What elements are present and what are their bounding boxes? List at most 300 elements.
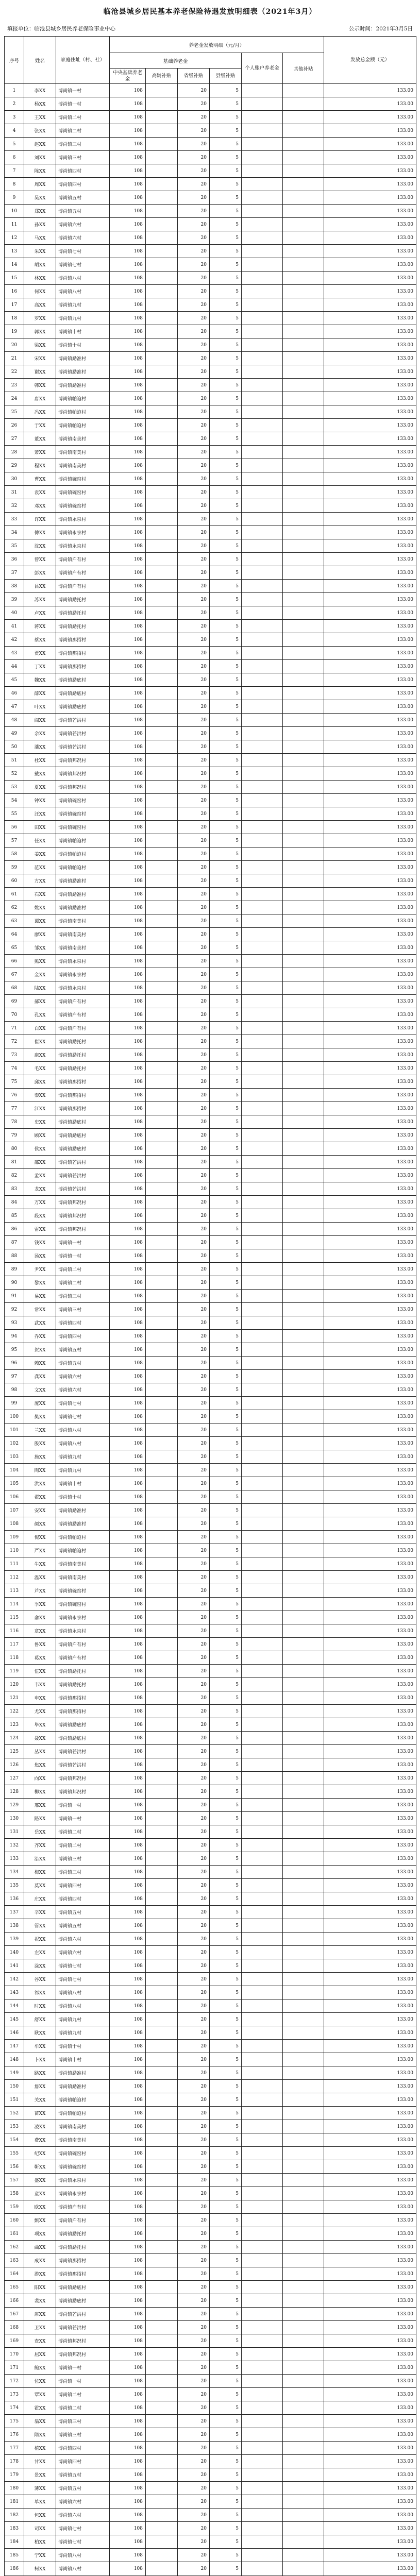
cell-other <box>283 1410 324 1423</box>
table-row <box>5 2482 416 2495</box>
cell-seq: 47 <box>5 700 24 714</box>
cell-total: 133.00 <box>324 164 416 178</box>
cell-county: 5 <box>210 1156 242 1169</box>
cell-county: 5 <box>210 2147 242 2160</box>
cell-address: 博尚镇八村 <box>56 1423 110 1437</box>
cell-central: 108 <box>110 580 146 593</box>
cell-central: 108 <box>110 1008 146 1022</box>
cell-central: 108 <box>110 1825 146 1839</box>
cell-county: 5 <box>210 258 242 272</box>
table-row <box>5 1370 416 1383</box>
cell-total: 133.00 <box>324 1115 416 1129</box>
cell-name: 戴XX <box>24 767 56 781</box>
cell-age-bonus <box>146 1357 178 1370</box>
cell-seq: 120 <box>5 1678 24 1691</box>
cell-personal <box>242 1624 283 1638</box>
cell-total: 133.00 <box>324 379 416 392</box>
cell-seq: 99 <box>5 1397 24 1410</box>
cell-central: 108 <box>110 955 146 968</box>
cell-other <box>283 2013 324 2026</box>
cell-seq: 142 <box>5 1973 24 1986</box>
cell-central: 108 <box>110 1718 146 1732</box>
cell-address: 博尚镇二村 <box>56 1263 110 1276</box>
cell-total: 133.00 <box>324 740 416 754</box>
cell-seq: 63 <box>5 914 24 928</box>
cell-county: 5 <box>210 1276 242 1290</box>
cell-total: 133.00 <box>324 1571 416 1584</box>
cell-name: 景XX <box>24 2468 56 2482</box>
cell-seq: 46 <box>5 687 24 700</box>
cell-central: 108 <box>110 539 146 553</box>
cell-county: 5 <box>210 2187 242 2200</box>
cell-age-bonus <box>146 888 178 901</box>
cell-county: 5 <box>210 807 242 821</box>
cell-county: 5 <box>210 352 242 365</box>
table-row <box>5 459 416 472</box>
cell-other <box>283 1665 324 1678</box>
cell-name: 牟XX <box>24 2040 56 2053</box>
table-row <box>5 298 416 312</box>
cell-provincial: 20 <box>178 740 210 754</box>
table-row <box>5 1209 416 1223</box>
cell-provincial: 20 <box>178 1517 210 1531</box>
cell-personal <box>242 2227 283 2241</box>
cell-other <box>283 566 324 580</box>
cell-other <box>283 2535 324 2549</box>
cell-personal <box>242 2080 283 2093</box>
cell-other <box>283 914 324 928</box>
cell-provincial: 20 <box>178 981 210 995</box>
cell-name: 韩XX <box>24 379 56 392</box>
cell-county: 5 <box>210 714 242 727</box>
cell-central: 108 <box>110 1062 146 1075</box>
cell-name: 郑XX <box>24 205 56 218</box>
cell-other <box>283 486 324 499</box>
cell-seq: 27 <box>5 432 24 446</box>
cell-personal <box>242 1276 283 1290</box>
cell-name: 萧XX <box>24 446 56 459</box>
cell-age-bonus <box>146 1490 178 1504</box>
table-row <box>5 874 416 888</box>
cell-central: 108 <box>110 2160 146 2174</box>
cell-address: 博尚镇二村 <box>56 1825 110 1839</box>
cell-name: 盛XX <box>24 2174 56 2187</box>
cell-name: 莫XX <box>24 1879 56 1892</box>
cell-other <box>283 2093 324 2107</box>
cell-name: 邹XX <box>24 941 56 955</box>
cell-provincial: 20 <box>178 1999 210 2013</box>
cell-central: 108 <box>110 1986 146 1999</box>
cell-provincial: 20 <box>178 861 210 874</box>
cell-address: 博尚镇四村 <box>56 2442 110 2455</box>
cell-total: 133.00 <box>324 1879 416 1892</box>
cell-seq: 4 <box>5 124 24 138</box>
cell-county: 5 <box>210 1866 242 1879</box>
cell-other <box>283 1933 324 1946</box>
cell-central: 108 <box>110 2080 146 2093</box>
cell-age-bonus <box>146 1075 178 1089</box>
cell-address: 博尚镇帕迫村 <box>56 419 110 432</box>
cell-total: 133.00 <box>324 2401 416 2415</box>
table-row <box>5 218 416 231</box>
cell-age-bonus <box>146 1799 178 1812</box>
cell-address: 博尚镇勐底村 <box>56 700 110 714</box>
cell-personal <box>242 660 283 673</box>
table-row <box>5 2200 416 2214</box>
cell-personal <box>242 285 283 298</box>
cell-age-bonus <box>146 834 178 848</box>
cell-county: 5 <box>210 1008 242 1022</box>
table-row <box>5 2107 416 2120</box>
cell-total: 133.00 <box>324 111 416 124</box>
table-row <box>5 1075 416 1089</box>
cell-provincial: 20 <box>178 1544 210 1557</box>
cell-county: 5 <box>210 2509 242 2522</box>
cell-address: 博尚镇勐底村 <box>56 1129 110 1142</box>
cell-name: 武XX <box>24 1316 56 1330</box>
cell-age-bonus <box>146 472 178 486</box>
cell-age-bonus <box>146 2522 178 2535</box>
cell-total: 133.00 <box>324 901 416 914</box>
cell-county: 5 <box>210 834 242 848</box>
cell-provincial: 20 <box>178 1557 210 1571</box>
cell-personal <box>242 995 283 1008</box>
cell-central: 108 <box>110 218 146 231</box>
cell-other <box>283 111 324 124</box>
cell-provincial: 20 <box>178 2308 210 2321</box>
cell-provincial: 20 <box>178 513 210 526</box>
cell-personal <box>242 1959 283 1973</box>
cell-seq: 42 <box>5 633 24 647</box>
cell-age-bonus <box>146 419 178 432</box>
cell-seq: 181 <box>5 2495 24 2509</box>
cell-address: 博尚镇三村 <box>56 151 110 164</box>
table-row <box>5 1531 416 1544</box>
table-row <box>5 1182 416 1196</box>
cell-total: 133.00 <box>324 258 416 272</box>
cell-personal <box>242 1557 283 1571</box>
cell-provincial: 20 <box>178 714 210 727</box>
cell-county: 5 <box>210 1611 242 1624</box>
cell-county: 5 <box>210 2428 242 2442</box>
cell-central: 108 <box>110 2294 146 2308</box>
cell-address: 博尚镇永泉村 <box>56 1611 110 1624</box>
cell-age-bonus <box>146 1102 178 1115</box>
cell-seq: 56 <box>5 821 24 834</box>
cell-name: 庄XX <box>24 1892 56 1906</box>
cell-central: 108 <box>110 272 146 285</box>
cell-other <box>283 995 324 1008</box>
cell-age-bonus <box>146 606 178 620</box>
cell-personal <box>242 1062 283 1075</box>
cell-central: 108 <box>110 834 146 848</box>
cell-total: 133.00 <box>324 1343 416 1357</box>
cell-seq: 84 <box>5 1196 24 1209</box>
cell-county: 5 <box>210 660 242 673</box>
table-row <box>5 2254 416 2267</box>
cell-address: 博尚镇那招村 <box>56 647 110 660</box>
cell-other <box>283 861 324 874</box>
cell-provincial: 20 <box>178 1732 210 1745</box>
table-row <box>5 834 416 848</box>
cell-address: 博尚镇帕迫村 <box>56 834 110 848</box>
cell-central: 108 <box>110 2040 146 2053</box>
cell-age-bonus <box>146 1946 178 1959</box>
cell-name: 任XX <box>24 834 56 848</box>
cell-county: 5 <box>210 1303 242 1316</box>
cell-address: 博尚镇七村 <box>56 245 110 258</box>
cell-personal <box>242 2522 283 2535</box>
cell-address: 博尚镇三村 <box>56 1290 110 1303</box>
cell-total: 133.00 <box>324 2535 416 2549</box>
cell-county: 5 <box>210 1223 242 1236</box>
cell-total: 133.00 <box>324 1732 416 1745</box>
cell-other <box>283 593 324 606</box>
cell-provincial: 20 <box>178 1745 210 1758</box>
cell-total: 133.00 <box>324 2120 416 2133</box>
cell-central: 108 <box>110 941 146 955</box>
cell-age-bonus <box>146 1290 178 1303</box>
cell-other <box>283 1892 324 1906</box>
cell-personal <box>242 1906 283 1919</box>
cell-personal <box>242 111 283 124</box>
cell-other <box>283 1276 324 1290</box>
cell-county: 5 <box>210 111 242 124</box>
table-row <box>5 2160 416 2174</box>
cell-personal <box>242 2468 283 2482</box>
cell-address: 博尚镇碗窑村 <box>56 821 110 834</box>
cell-central: 108 <box>110 981 146 995</box>
cell-seq: 175 <box>5 2415 24 2428</box>
cell-other <box>283 2334 324 2348</box>
cell-personal <box>242 2375 283 2388</box>
cell-address: 博尚镇碗窑村 <box>56 486 110 499</box>
cell-county: 5 <box>210 1035 242 1048</box>
cell-other <box>283 874 324 888</box>
cell-provincial: 20 <box>178 2495 210 2509</box>
cell-personal <box>242 178 283 191</box>
cell-name: 梁XX <box>24 338 56 352</box>
cell-provincial: 20 <box>178 928 210 941</box>
cell-personal <box>242 1678 283 1691</box>
cell-address: 博尚镇一村 <box>56 2375 110 2388</box>
cell-seq: 116 <box>5 1624 24 1638</box>
cell-personal <box>242 754 283 767</box>
cell-address: 博尚镇六村 <box>56 231 110 245</box>
cell-provincial: 20 <box>178 1799 210 1812</box>
cell-age-bonus <box>146 995 178 1008</box>
cell-county: 5 <box>210 446 242 459</box>
table-row <box>5 2361 416 2375</box>
cell-total: 133.00 <box>324 1182 416 1196</box>
cell-address: 博尚镇永泉村 <box>56 2174 110 2187</box>
cell-seq: 98 <box>5 1383 24 1397</box>
cell-personal <box>242 714 283 727</box>
cell-county: 5 <box>210 754 242 767</box>
cell-address: 博尚镇勐底村 <box>56 1718 110 1732</box>
cell-total: 133.00 <box>324 955 416 968</box>
cell-personal <box>242 593 283 606</box>
cell-central: 108 <box>110 2468 146 2482</box>
cell-name: 费XX <box>24 2133 56 2147</box>
cell-name: 左XX <box>24 1946 56 1959</box>
cell-address: 博尚镇那招村 <box>56 660 110 673</box>
cell-total: 133.00 <box>324 553 416 566</box>
cell-provincial: 20 <box>178 660 210 673</box>
cell-personal <box>242 2321 283 2334</box>
cell-seq: 20 <box>5 338 24 352</box>
cell-age-bonus <box>146 2267 178 2281</box>
cell-other <box>283 432 324 446</box>
cell-name: 万XX <box>24 1196 56 1209</box>
cell-address: 博尚镇勐底村 <box>56 1115 110 1129</box>
cell-central: 108 <box>110 2522 146 2535</box>
cell-name: 耿XX <box>24 2026 56 2040</box>
cell-age-bonus <box>146 660 178 673</box>
cell-county: 5 <box>210 191 242 205</box>
table-row <box>5 2174 416 2187</box>
cell-name: 齐XX <box>24 1839 56 1852</box>
cell-central: 108 <box>110 151 146 164</box>
cell-county: 5 <box>210 566 242 580</box>
cell-personal <box>242 2147 283 2160</box>
cell-central: 108 <box>110 111 146 124</box>
cell-provincial: 20 <box>178 2040 210 2053</box>
table-row <box>5 821 416 834</box>
cell-name: 秦XX <box>24 1089 56 1102</box>
cell-name: 韦XX <box>24 1678 56 1691</box>
cell-personal <box>242 1718 283 1732</box>
cell-address: 博尚镇芒洪村 <box>56 2308 110 2321</box>
cell-seq: 182 <box>5 2509 24 2522</box>
table-row <box>5 1772 416 1785</box>
cell-other <box>283 1263 324 1276</box>
cell-county: 5 <box>210 97 242 111</box>
cell-personal <box>242 1517 283 1531</box>
cell-county: 5 <box>210 2361 242 2375</box>
cell-total: 133.00 <box>324 700 416 714</box>
cell-county: 5 <box>210 2415 242 2428</box>
cell-provincial: 20 <box>178 1290 210 1303</box>
cell-address: 博尚镇十村 <box>56 1490 110 1504</box>
cell-age-bonus <box>146 767 178 781</box>
cell-age-bonus <box>146 807 178 821</box>
cell-county: 5 <box>210 1316 242 1330</box>
cell-other <box>283 1825 324 1839</box>
cell-address: 博尚镇勐底村 <box>56 1732 110 1745</box>
cell-personal <box>242 2401 283 2415</box>
cell-county: 5 <box>210 1812 242 1825</box>
cell-seq: 129 <box>5 1799 24 1812</box>
cell-provincial: 20 <box>178 2187 210 2200</box>
cell-name: 易XX <box>24 1290 56 1303</box>
cell-county: 5 <box>210 1959 242 1973</box>
cell-total: 133.00 <box>324 1290 416 1303</box>
cell-provincial: 20 <box>178 673 210 687</box>
cell-central: 108 <box>110 2026 146 2040</box>
cell-personal <box>242 1048 283 1062</box>
cell-name: 杨XX <box>24 97 56 111</box>
table-row <box>5 1410 416 1423</box>
cell-name: 阎XX <box>24 714 56 727</box>
cell-personal <box>242 968 283 981</box>
cell-provincial: 20 <box>178 2080 210 2093</box>
cell-name: 欧XX <box>24 2200 56 2214</box>
cell-address: 博尚镇那招村 <box>56 1705 110 1718</box>
cell-central: 108 <box>110 2214 146 2227</box>
table-row <box>5 419 416 432</box>
cell-county: 5 <box>210 2468 242 2482</box>
table-row <box>5 191 416 205</box>
cell-county: 5 <box>210 968 242 981</box>
cell-central: 108 <box>110 1236 146 1249</box>
cell-total: 133.00 <box>324 995 416 1008</box>
cell-total: 133.00 <box>324 647 416 660</box>
cell-name: 熊XX <box>24 955 56 968</box>
cell-other <box>283 1142 324 1156</box>
cell-total: 133.00 <box>324 633 416 647</box>
cell-provincial: 20 <box>178 1115 210 1129</box>
cell-central: 108 <box>110 807 146 821</box>
table-row <box>5 1611 416 1624</box>
table-row <box>5 1584 416 1598</box>
cell-name: 植XX <box>24 2442 56 2455</box>
cell-central: 108 <box>110 1799 146 1812</box>
cell-personal <box>242 1464 283 1477</box>
cell-address: 博尚镇勐托村 <box>56 2227 110 2241</box>
cell-central: 108 <box>110 901 146 914</box>
cell-total: 133.00 <box>324 2187 416 2200</box>
cell-address: 博尚镇户有村 <box>56 2214 110 2227</box>
cell-other <box>283 2308 324 2321</box>
cell-central: 108 <box>110 1531 146 1544</box>
cell-name: 梅XX <box>24 1866 56 1879</box>
cell-other <box>283 2120 324 2133</box>
cell-name: 邢XX <box>24 1799 56 1812</box>
cell-county: 5 <box>210 781 242 794</box>
cell-name: 邵XX <box>24 1156 56 1169</box>
cell-name: 刘XX <box>24 151 56 164</box>
cell-seq: 152 <box>5 2107 24 2120</box>
cell-age-bonus <box>146 151 178 164</box>
cell-name: 苗XX <box>24 2107 56 2120</box>
cell-personal <box>242 2334 283 2348</box>
cell-provincial: 20 <box>178 2482 210 2495</box>
cell-central: 108 <box>110 513 146 526</box>
cell-other <box>283 97 324 111</box>
cell-age-bonus <box>146 1557 178 1571</box>
cell-name: 常XX <box>24 1303 56 1316</box>
cell-age-bonus <box>146 392 178 405</box>
cell-total: 133.00 <box>324 151 416 164</box>
cell-address: 博尚镇邦况村 <box>56 1785 110 1799</box>
cell-name: 施XX <box>24 1450 56 1464</box>
table-row <box>5 472 416 486</box>
cell-address: 博尚镇芒洪村 <box>56 1745 110 1758</box>
cell-seq: 162 <box>5 2241 24 2254</box>
cell-personal <box>242 647 283 660</box>
table-row <box>5 1973 416 1986</box>
cell-county: 5 <box>210 205 242 218</box>
cell-address: 博尚镇六村 <box>56 1370 110 1383</box>
cell-name: 查XX <box>24 2334 56 2348</box>
table-row <box>5 941 416 955</box>
table-row <box>5 2401 416 2415</box>
cell-age-bonus <box>146 1986 178 1999</box>
cell-county: 5 <box>210 794 242 807</box>
cell-address: 博尚镇二村 <box>56 2401 110 2415</box>
cell-age-bonus <box>146 1196 178 1209</box>
